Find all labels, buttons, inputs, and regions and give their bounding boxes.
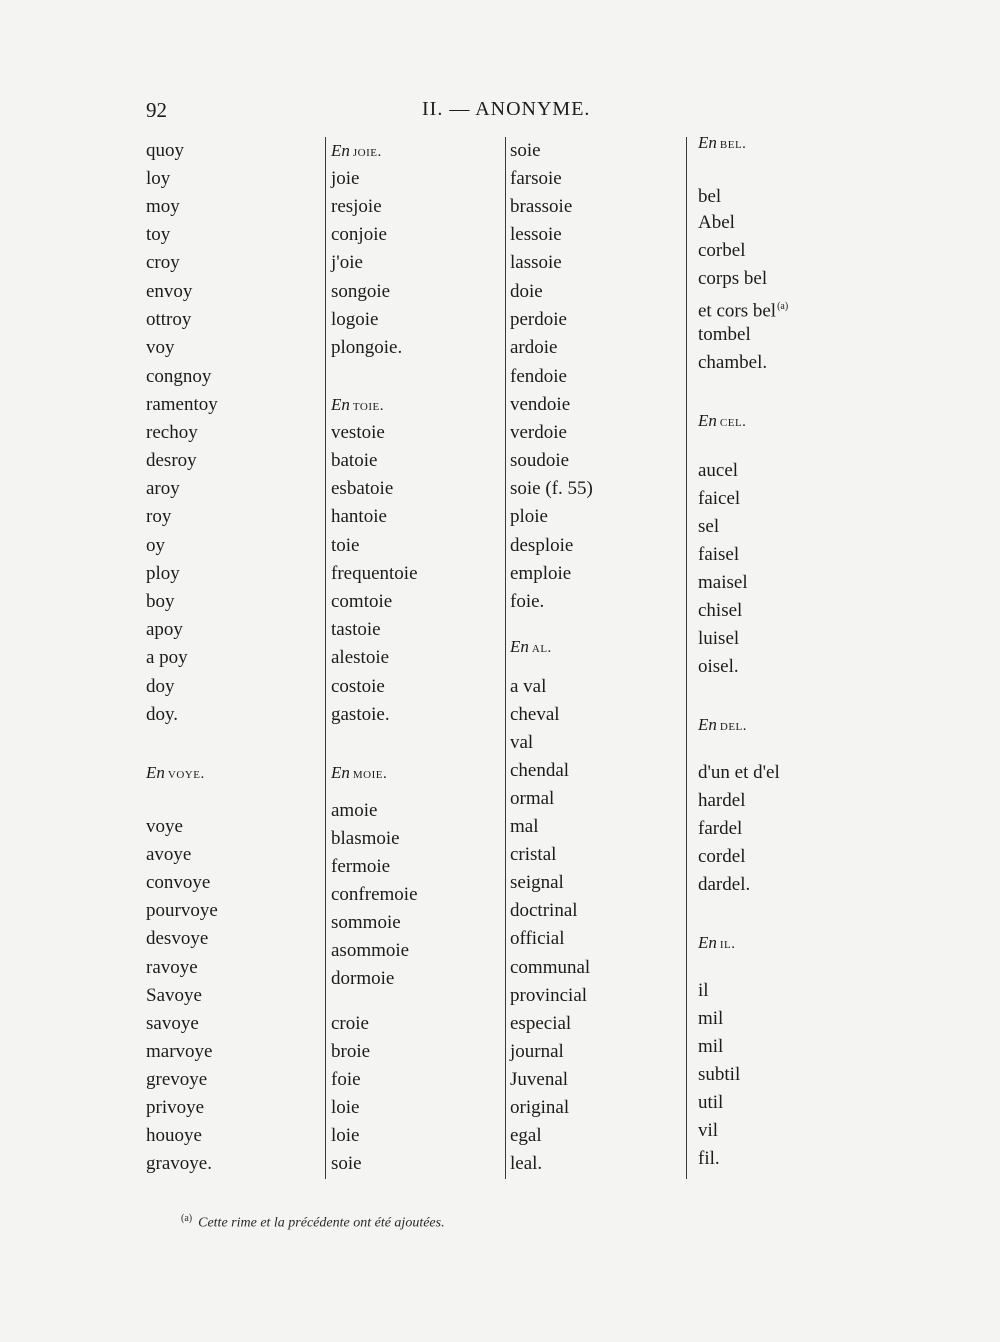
heading-prefix: En	[698, 133, 717, 152]
rhyme-word-text: util	[698, 1092, 724, 1113]
rhyme-word	[510, 422, 567, 444]
rhyme-word	[331, 196, 382, 218]
rhyme-word-text: sommoie	[331, 912, 401, 933]
rhyme-word	[510, 872, 564, 894]
rhyme-word-text: loie	[331, 1125, 360, 1146]
heading-prefix: En	[698, 933, 717, 952]
heading-prefix: En	[331, 763, 350, 782]
rhyme-word-text: seignal	[510, 872, 564, 893]
rhyme-word	[146, 985, 202, 1007]
rhyme-word-text: alestoie	[331, 647, 390, 668]
rhyme-word-text: luisel	[698, 628, 740, 649]
heading-rhyme: bel.	[719, 136, 747, 152]
rhyme-word	[146, 900, 218, 922]
rhyme-word-text: asommoie	[331, 940, 410, 961]
rhyme-word-text: farsoie	[510, 168, 562, 189]
rhyme-word	[146, 309, 191, 331]
rhyme-word	[331, 224, 387, 246]
rhyme-word	[698, 656, 739, 678]
rhyme-word	[146, 535, 165, 557]
rhyme-word-text: lessoie	[510, 224, 562, 245]
rhyme-word-text: oy	[146, 535, 165, 556]
rhyme-word-text: desvoye	[146, 928, 209, 949]
rhyme-word-text: dormoie	[331, 968, 395, 989]
rhyme-word-text: pourvoye	[146, 900, 218, 921]
rhyme-word-text: journal	[510, 1041, 564, 1062]
rhyme-word-text: egal	[510, 1125, 542, 1146]
rhyme-word-text: Savoye	[146, 985, 202, 1006]
footnote-reference: (a)	[777, 301, 789, 312]
rhyme-word	[146, 168, 170, 190]
heading-prefix: En	[331, 395, 350, 414]
rhyme-word	[510, 309, 567, 331]
heading-prefix: En	[698, 715, 717, 734]
footnote-text: Cette rime et la précédente ont été ajoutées.	[198, 1215, 445, 1231]
rhyme-word	[146, 872, 210, 894]
rhyme-word-text: corbel	[698, 240, 746, 261]
rhyme-word-text: ottroy	[146, 309, 192, 330]
rhyme-word-text: joie	[331, 168, 360, 189]
rhyme-word-text: resjoie	[331, 196, 382, 217]
rhyme-word-text: doy.	[146, 704, 179, 725]
rhyme-word	[331, 1069, 361, 1091]
rhyme-word	[331, 535, 360, 557]
rhyme-word	[698, 980, 709, 1002]
rhyme-word	[510, 957, 590, 979]
rhyme-word-text: grevoye	[146, 1069, 208, 1090]
rhyme-word	[146, 450, 197, 472]
rhyme-word-text: toy	[146, 224, 171, 245]
rhyme-word	[510, 168, 562, 190]
rhyme-word-text: doy	[146, 676, 175, 697]
rhyme-word	[146, 957, 198, 979]
rhyme-word-text: desroy	[146, 450, 197, 471]
rhyme-word-text: ardoie	[510, 337, 558, 358]
rhyme-word-text: subtil	[698, 1064, 741, 1085]
rhyme-word	[146, 366, 211, 388]
rhyme-word-text: fendoie	[510, 366, 567, 387]
rhyme-word-text: soie	[510, 140, 541, 161]
heading-rhyme: cel.	[719, 414, 747, 430]
rhyme-word	[698, 762, 780, 784]
rhyme-word-text: Abel	[698, 212, 735, 233]
rhyme-word	[146, 676, 175, 698]
rhyme-word-text: fardel	[698, 818, 743, 839]
rhyme-word	[698, 516, 719, 538]
rhyme-word	[331, 591, 392, 613]
rhyme-word	[510, 1069, 568, 1091]
rhyme-word-text: voy	[146, 337, 175, 358]
rhyme-word-text: sel	[698, 516, 720, 537]
rhyme-word-text: ravoye	[146, 957, 198, 978]
rhyme-word	[331, 422, 385, 444]
rhyme-word	[698, 268, 767, 290]
rhyme-word	[510, 591, 544, 613]
rhyme-word	[331, 478, 393, 500]
rhyme-word	[510, 928, 565, 950]
rhyme-word-text: j'oie	[331, 252, 363, 273]
rhyme-word	[698, 628, 739, 650]
rhyme-word	[698, 1092, 723, 1114]
rhyme-word	[510, 1041, 564, 1063]
rhyme-word	[698, 460, 738, 482]
heading-rhyme: del.	[719, 718, 748, 734]
rhyme-word-text: vestoie	[331, 422, 385, 443]
rhyme-word-text: moy	[146, 196, 180, 217]
rhyme-word	[146, 506, 171, 528]
rhyme-word-text: broie	[331, 1041, 371, 1062]
rhyme-word-text: emploie	[510, 563, 572, 584]
rhyme-word-text: ploy	[146, 563, 180, 584]
rhyme-word	[146, 1041, 212, 1063]
rhyme-word-text: rechoy	[146, 422, 198, 443]
heading-rhyme: joie.	[352, 144, 382, 160]
rhyme-word	[331, 1041, 370, 1063]
heading-rhyme: il.	[719, 936, 736, 952]
rhyme-word-text: croy	[146, 252, 180, 273]
rhyme-word	[698, 790, 745, 812]
rhyme-word	[146, 647, 188, 669]
rhyme-word	[698, 544, 739, 566]
rhyme-word-text: brassoie	[510, 196, 573, 217]
rhyme-word	[146, 1125, 202, 1147]
rhyme-word-text: communal	[510, 957, 591, 978]
rhyme-word-text: aroy	[146, 478, 180, 499]
heading-rhyme: al.	[531, 640, 552, 656]
rhyme-word	[510, 760, 569, 782]
rhyme-word-text: maisel	[698, 572, 748, 593]
rhyme-word	[331, 563, 418, 585]
rhyme-word	[698, 1148, 720, 1170]
rhyme-word-text: val	[510, 732, 534, 753]
rhyme-word	[510, 281, 543, 303]
rhyme-word-text: official	[510, 928, 565, 949]
rhyme-word-text: faicel	[698, 488, 741, 509]
rhyme-word-text: corps bel	[698, 268, 768, 289]
rhyme-word	[146, 928, 208, 950]
rhyme-word	[146, 591, 175, 613]
rhyme-word-text: croie	[331, 1013, 369, 1034]
rhyme-word	[510, 394, 570, 416]
rhyme-word	[698, 572, 748, 594]
rhyme-word	[146, 394, 218, 416]
rhyme-word-text: tastoie	[331, 619, 381, 640]
rhyme-word-text: logoie	[331, 309, 379, 330]
rhyme-word	[510, 1125, 542, 1147]
rhyme-word	[146, 816, 183, 838]
rhyme-word	[146, 844, 191, 866]
section-heading	[698, 932, 736, 955]
rhyme-word	[331, 1125, 360, 1147]
rhyme-word-text: marvoye	[146, 1041, 213, 1062]
rhyme-word	[146, 563, 180, 585]
rhyme-word-text: ormal	[510, 788, 555, 809]
rhyme-word	[146, 140, 184, 162]
rhyme-word-text: vil	[698, 1120, 719, 1141]
rhyme-word-text: aucel	[698, 460, 739, 481]
running-title: II. — ANONYME.	[422, 98, 591, 120]
rhyme-word	[510, 816, 539, 838]
rhyme-word-text: doie	[510, 281, 543, 302]
section-heading	[331, 762, 387, 785]
rhyme-word-text: provincial	[510, 985, 588, 1006]
rhyme-word	[331, 647, 389, 669]
rhyme-word-text: original	[510, 1097, 570, 1118]
heading-rhyme: voye.	[167, 766, 205, 782]
rhyme-word-text: costoie	[331, 676, 385, 697]
rhyme-word	[510, 1097, 569, 1119]
rhyme-word	[146, 196, 180, 218]
rhyme-word	[331, 884, 418, 906]
heading-rhyme: moie.	[352, 766, 388, 782]
section-heading	[698, 410, 746, 433]
rhyme-word	[331, 912, 401, 934]
rhyme-word-text: loie	[331, 1097, 360, 1118]
rhyme-word	[698, 846, 745, 868]
rhyme-word-text: foie.	[510, 591, 545, 612]
rhyme-word-text: quoy	[146, 140, 184, 161]
heading-prefix: En	[698, 411, 717, 430]
rhyme-word	[146, 1153, 212, 1175]
rhyme-word	[698, 212, 735, 234]
rhyme-word-text: tombel	[698, 324, 751, 345]
rhyme-word	[510, 1153, 542, 1175]
rhyme-word-text: boy	[146, 591, 175, 612]
rhyme-word-text: frequentoie	[331, 563, 418, 584]
rhyme-word	[331, 1153, 362, 1175]
column-rule	[325, 137, 326, 1179]
rhyme-word	[698, 324, 751, 346]
rhyme-word-text: toie	[331, 535, 360, 556]
rhyme-word	[510, 732, 533, 754]
rhyme-word-text: soie (f. 55)	[510, 478, 593, 499]
rhyme-word-text: leal.	[510, 1153, 543, 1174]
rhyme-word-text: ramentoy	[146, 394, 218, 415]
rhyme-word-text: mil	[698, 1036, 724, 1057]
rhyme-word	[698, 1064, 740, 1086]
rhyme-word	[510, 506, 548, 528]
rhyme-word-text: blasmoie	[331, 828, 400, 849]
rhyme-word	[331, 704, 390, 726]
rhyme-word-text: conjoie	[331, 224, 387, 245]
rhyme-word-text: songoie	[331, 281, 391, 302]
rhyme-word-text: dardel.	[698, 874, 751, 895]
rhyme-word	[698, 240, 745, 262]
rhyme-word	[331, 506, 387, 528]
rhyme-word	[146, 281, 192, 303]
rhyme-word	[510, 450, 569, 472]
rhyme-word	[331, 168, 360, 190]
rhyme-word-text: lassoie	[510, 252, 562, 273]
section-heading	[510, 636, 552, 659]
rhyme-word-text: gravoye.	[146, 1153, 212, 1174]
rhyme-word	[146, 1013, 199, 1035]
rhyme-word	[510, 337, 557, 359]
rhyme-word	[146, 224, 170, 246]
rhyme-word-text: il	[698, 980, 709, 1001]
section-heading	[331, 394, 384, 417]
section-heading	[698, 714, 747, 737]
rhyme-word	[146, 478, 180, 500]
rhyme-word	[146, 1097, 204, 1119]
rhyme-word-text: especial	[510, 1013, 572, 1034]
rhyme-word	[510, 704, 560, 726]
footnote-marker: (a)	[181, 1213, 193, 1224]
rhyme-word-text: confremoie	[331, 884, 418, 905]
rhyme-word-text: chambel.	[698, 352, 768, 373]
rhyme-word	[698, 488, 740, 510]
rhyme-word-text: esbatoie	[331, 478, 394, 499]
rhyme-word	[331, 337, 402, 359]
rhyme-word	[331, 856, 390, 878]
rhyme-word-text: d'un et d'el	[698, 762, 780, 783]
rhyme-word-text: cordel	[698, 846, 746, 867]
rhyme-word	[510, 366, 567, 388]
rhyme-word	[510, 224, 562, 246]
section-heading	[146, 762, 205, 785]
rhyme-word	[331, 968, 394, 990]
rhyme-word-text: Juvenal	[510, 1069, 569, 1090]
rhyme-word-text: chendal	[510, 760, 570, 781]
rhyme-word-text: a val	[510, 676, 547, 697]
rhyme-word-text: perdoie	[510, 309, 567, 330]
rhyme-word	[698, 818, 742, 840]
rhyme-word	[510, 1013, 571, 1035]
rhyme-word-text: loy	[146, 168, 171, 189]
rhyme-word-text: voye	[146, 816, 183, 837]
rhyme-word-text: avoye	[146, 844, 192, 865]
rhyme-word	[331, 619, 381, 641]
rhyme-word	[510, 563, 571, 585]
rhyme-word-text: et cors bel	[698, 300, 777, 322]
rhyme-word-text: hardel	[698, 790, 746, 811]
rhyme-word-text: convoye	[146, 872, 211, 893]
rhyme-word	[331, 828, 400, 850]
page-number: 92	[146, 98, 167, 122]
rhyme-word	[331, 676, 385, 698]
rhyme-word-text: mal	[510, 816, 539, 837]
rhyme-word	[146, 619, 183, 641]
heading-prefix: En	[146, 763, 165, 782]
section-heading	[331, 140, 382, 163]
rhyme-word	[510, 196, 572, 218]
heading-prefix: En	[331, 141, 350, 160]
rhyme-word-text: a poy	[146, 647, 188, 668]
rhyme-word-text: gastoie.	[331, 704, 390, 725]
rhyme-word	[146, 337, 175, 359]
rhyme-word-text: chisel	[698, 600, 743, 621]
heading-prefix: En	[510, 637, 529, 656]
rhyme-word-text: soudoie	[510, 450, 570, 471]
rhyme-word	[510, 140, 541, 162]
rhyme-word	[698, 600, 742, 622]
section-heading	[698, 132, 746, 155]
rhyme-word-text: foie	[331, 1069, 361, 1090]
rhyme-word-text: bel	[698, 186, 722, 207]
rhyme-word-text: congnoy	[146, 366, 212, 387]
rhyme-word	[510, 478, 593, 500]
rhyme-word-text: cristal	[510, 844, 557, 865]
rhyme-word-text: faisel	[698, 544, 740, 565]
rhyme-word	[510, 676, 546, 698]
rhyme-word-text: ploie	[510, 506, 548, 527]
column-rule	[505, 137, 506, 1179]
rhyme-word-text: soie	[331, 1153, 362, 1174]
rhyme-word-text: oisel.	[698, 656, 739, 677]
rhyme-word-text: apoy	[146, 619, 183, 640]
rhyme-word	[698, 186, 721, 208]
rhyme-word-text: fil.	[698, 1148, 720, 1169]
rhyme-word-text: cheval	[510, 704, 560, 725]
footnote	[181, 1213, 445, 1232]
rhyme-word-text: mil	[698, 1008, 724, 1029]
rhyme-word-text: plongoie.	[331, 337, 403, 358]
rhyme-word-text: privoye	[146, 1097, 205, 1118]
rhyme-word-text: vendoie	[510, 394, 571, 415]
rhyme-word-text: envoy	[146, 281, 193, 302]
rhyme-word-text: amoie	[331, 800, 378, 821]
rhyme-word	[331, 309, 379, 331]
rhyme-word	[146, 252, 180, 274]
rhyme-word-text: verdoie	[510, 422, 567, 443]
rhyme-word	[331, 1013, 369, 1035]
rhyme-word	[510, 844, 556, 866]
rhyme-word	[698, 1008, 723, 1030]
rhyme-word	[146, 704, 178, 726]
rhyme-word	[510, 788, 554, 810]
rhyme-word-text: doctrinal	[510, 900, 578, 921]
rhyme-word	[331, 252, 363, 274]
rhyme-word	[698, 296, 788, 322]
rhyme-word-text: fermoie	[331, 856, 391, 877]
rhyme-word	[698, 352, 767, 374]
rhyme-word	[698, 1120, 718, 1142]
rhyme-word-text: hantoie	[331, 506, 387, 527]
rhyme-word-text: desploie	[510, 535, 574, 556]
heading-rhyme: toie.	[352, 398, 384, 414]
rhyme-word	[331, 450, 377, 472]
rhyme-word	[698, 874, 750, 896]
rhyme-word	[331, 940, 409, 962]
rhyme-word-text: houoye	[146, 1125, 202, 1146]
rhyme-word	[331, 800, 377, 822]
rhyme-word	[510, 535, 573, 557]
rhyme-word	[146, 1069, 207, 1091]
rhyme-word	[698, 1036, 723, 1058]
rhyme-word-text: batoie	[331, 450, 378, 471]
rhyme-word-text: savoye	[146, 1013, 199, 1034]
rhyme-word	[146, 422, 198, 444]
column-rule	[686, 137, 687, 1179]
rhyme-word-text: roy	[146, 506, 172, 527]
rhyme-word	[331, 281, 390, 303]
rhyme-word-text: comtoie	[331, 591, 393, 612]
rhyme-word	[331, 1097, 360, 1119]
rhyme-word	[510, 252, 562, 274]
rhyme-word	[510, 985, 587, 1007]
rhyme-word	[510, 900, 578, 922]
